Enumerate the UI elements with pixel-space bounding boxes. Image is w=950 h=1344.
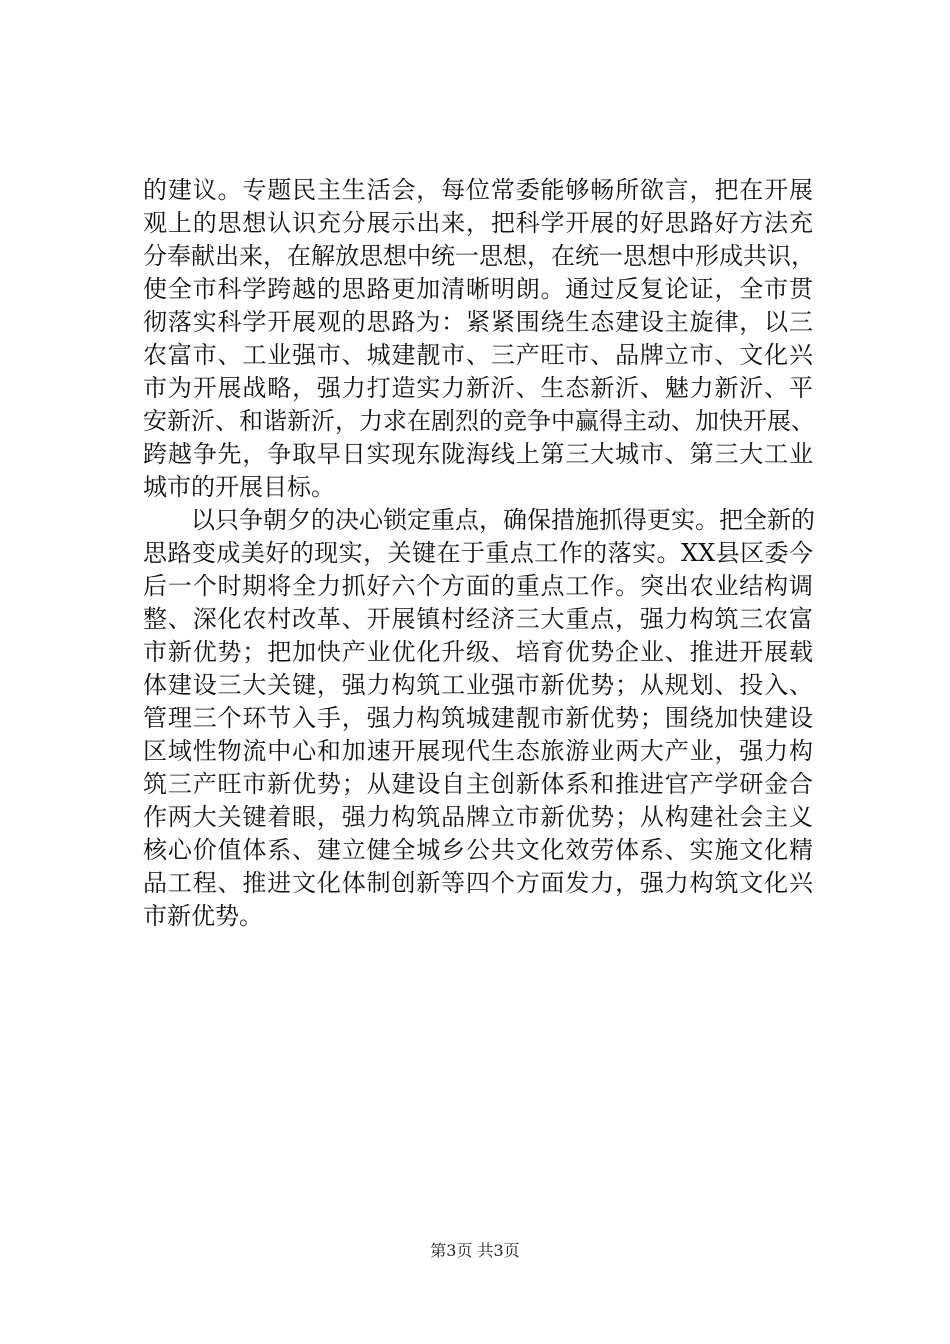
paragraph-1 [143, 174, 813, 504]
text-line: 核心价值体系、建立健全城乡公共文化效劳体系、实施文化精 [143, 836, 813, 864]
text-line: 市新优势。 [143, 902, 263, 930]
text-line: 品工程、推进文化体制创新等四个方面发力，强力构筑文化兴 [143, 869, 813, 897]
text-line: 区域性物流中心和加速开展现代生态旅游业两大产业，强力构 [143, 737, 813, 765]
text-line: 市为开展战略，强力打造实力新沂、生态新沂、魅力新沂、平 [143, 374, 813, 402]
text-line: 的建议。专题民主生活会，每位常委能够畅所欲言，把在开展 [143, 176, 813, 204]
text-line: 观上的思想认识充分展示出来，把科学开展的好思路好方法充 [143, 209, 813, 237]
text-line: 作两大关键着眼，强力构筑品牌立市新优势；从构建社会主义 [143, 803, 813, 831]
text-line: 筑三产旺市新优势；从建设自主创新体系和推进官产学研金合 [143, 770, 813, 798]
text-line: 市新优势；把加快产业优化升级、培育优势企业、推进开展载 [143, 638, 813, 666]
text-line: 使全市科学跨越的思路更加清晰明朗。通过反复论证，全市贯 [143, 275, 813, 303]
text-line: 体建设三大关键，强力构筑工业强市新优势；从规划、投入、 [143, 671, 813, 699]
page-number-footer: 第3页 共3页 [430, 1241, 520, 1260]
text-line: 后一个时期将全力抓好六个方面的重点工作。突出农业结构调 [143, 572, 813, 600]
text-line: 城市的开展目标。 [143, 473, 335, 501]
text-line: 彻落实科学开展观的思路为：紧紧围绕生态建设主旋律，以三 [143, 308, 813, 336]
body-text [143, 174, 813, 933]
text-line: 以只争朝夕的决心锁定重点，确保措施抓得更实。把全新的 [143, 506, 815, 534]
text-line: 农富市、工业强市、城建靓市、三产旺市、品牌立市、文化兴 [143, 341, 813, 369]
text-line: 跨越争先，争取早日实现东陇海线上第三大城市、第三大工业 [143, 440, 813, 468]
text-line: 管理三个环节入手，强力构筑城建靓市新优势；围绕加快建设 [143, 704, 813, 732]
text-line: 整、深化农村改革、开展镇村经济三大重点，强力构筑三农富 [143, 605, 813, 633]
text-line: 分奉献出来，在解放思想中统一思想，在统一思想中形成共识， [143, 242, 815, 270]
paragraph-2 [143, 504, 813, 933]
text-line: 思路变成美好的现实，关键在于重点工作的落实。XX县区委今 [143, 539, 813, 567]
text-line: 安新沂、和谐新沂，力求在剧烈的竞争中赢得主动、加快开展、 [143, 407, 815, 435]
